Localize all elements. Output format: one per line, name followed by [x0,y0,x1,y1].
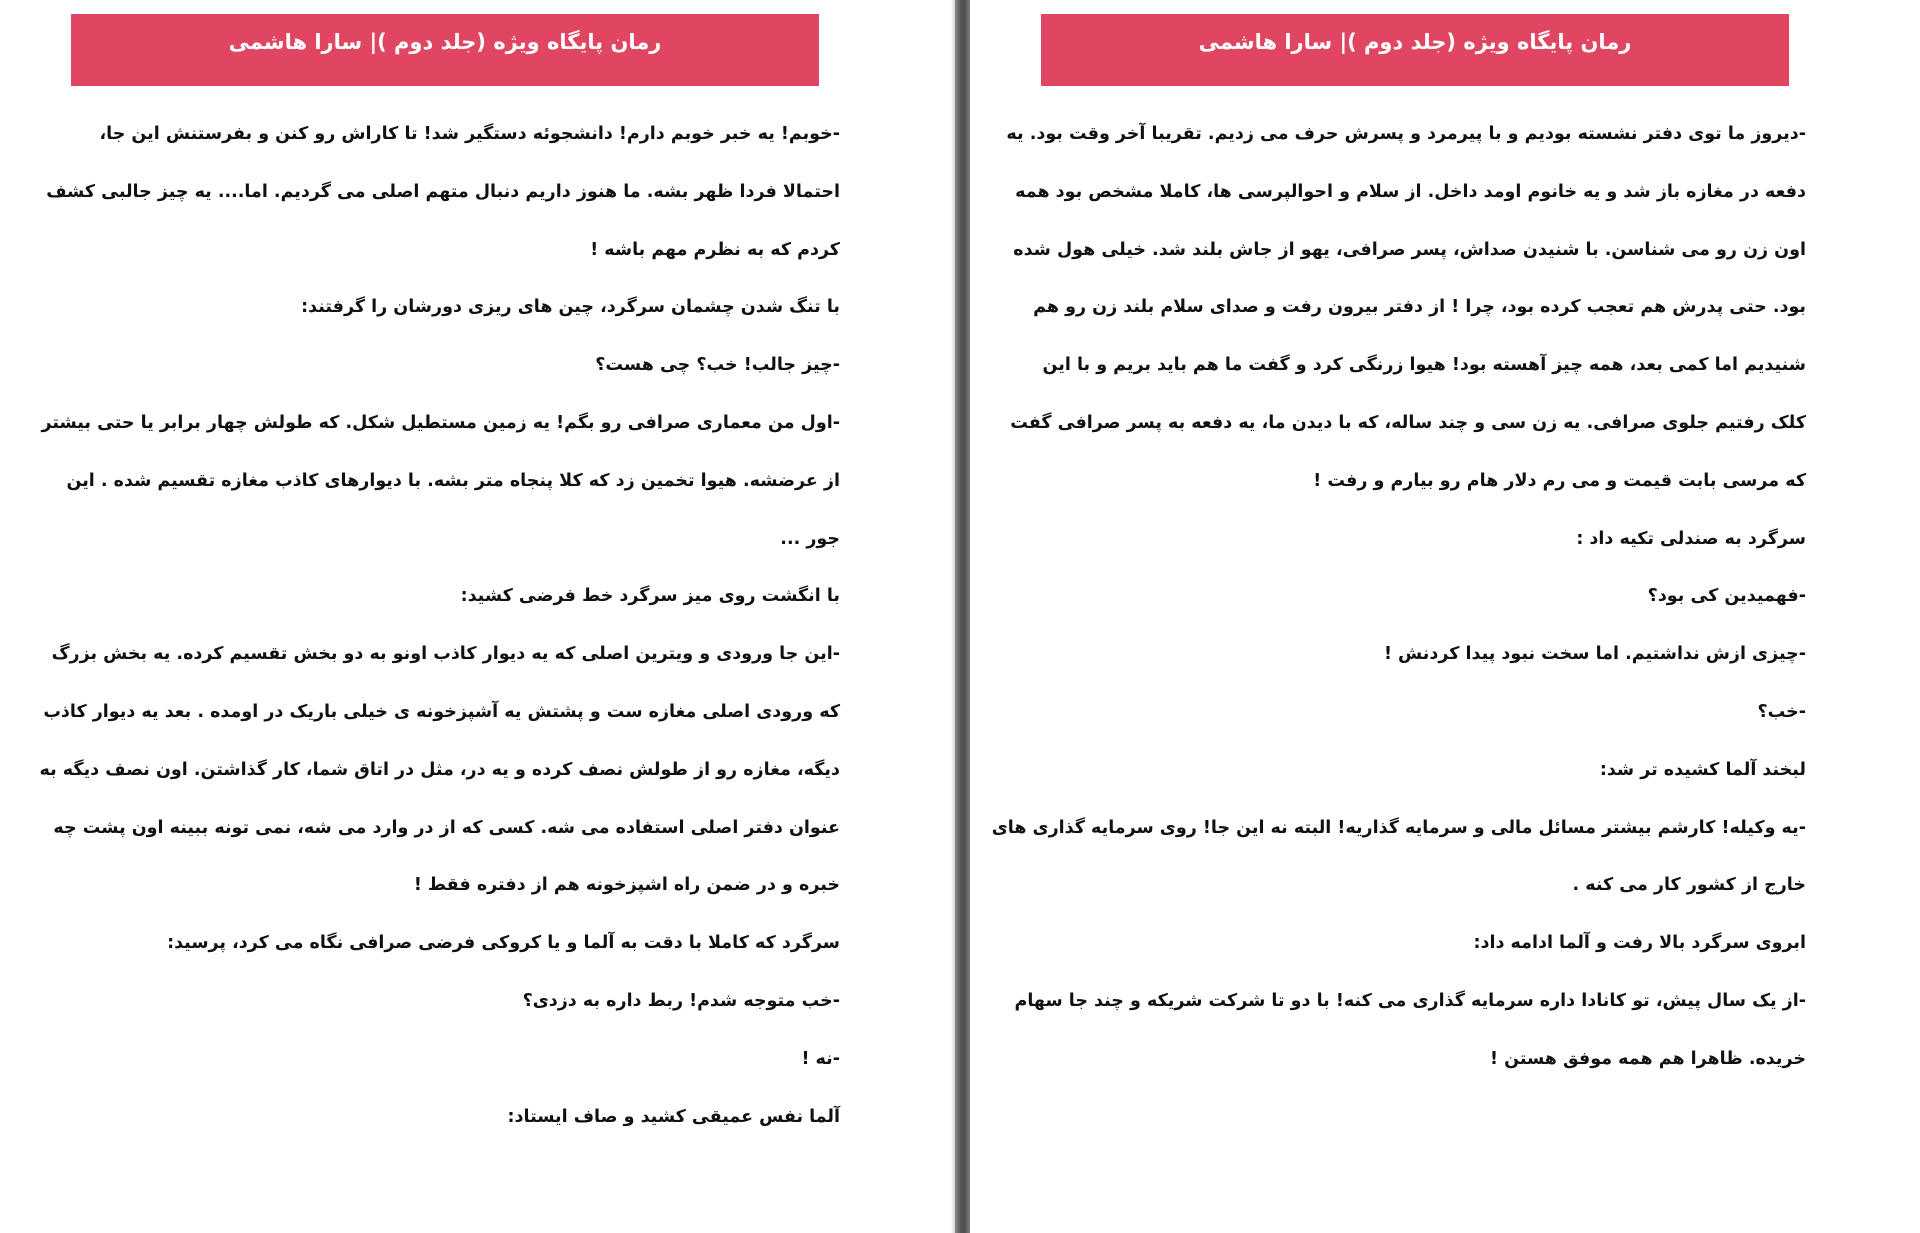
left-page-body [39,106,840,1146]
text-line: عنوان دفتر اصلی استفاده می شه. کسی که از در وارد می شه، نمی تونه ببینه اون پشت چه [53,817,840,838]
text-line: سرگرد به صندلی تکیه داد : [1576,528,1806,549]
text-line: -خب متوجه شدم! ربط داره به دزدی؟ [522,990,840,1011]
text-line: -دیروز ما توی دفتر نشسته بودیم و با پیرمرد و پسرش حرف می زدیم. تقریبا آخر وقت بود. یه [1006,124,1806,144]
text-line: بود. حتی پدرش هم تعجب کرده بود، چرا ! از دفتر بیرون رفت و صدای سلام بلند زن رو هم [1033,297,1806,318]
right-page-body [991,106,1806,1089]
text-line: شنیدیم اما کمی بعد، همه چیز آهسته بود! هیوا زرنگی کرد و گفت ما هم باید بریم و با این [1042,355,1806,376]
text-line: -خوبم! یه خبر خوبم دارم! دانشجوئه دستگیر شد! تا کاراش رو کنن و بفرستنش این جا، [99,124,840,144]
text-line: احتمالا فردا ظهر بشه. ما هنوز داریم دنبال متهم اصلی می گردیم. اما.... یه چیز جالبی کشف [46,181,840,202]
left-page [0,0,955,1233]
text-line: کردم که به نظرم مهم باشه ! [590,239,840,260]
text-line: دفعه در مغازه باز شد و یه خانوم اومد داخل. از سلام و احوالپرسی ها، کاملا مشخص بود همه [1015,181,1806,202]
text-line: با تنگ شدن چشمان سرگرد، چین های ریزی دورشان را گرفتند: [301,297,840,318]
right-page-header: رمان پایگاه ویژه (جلد دوم )| سارا هاشمی [1041,14,1789,86]
text-line: -چیزی ازش نداشتیم. اما سخت نبود پیدا کردنش ! [1383,644,1806,665]
text-line: -این جا ورودی و ویترین اصلی که یه دیوار کاذب اونو به دو بخش تقسیم کرده. یه بخش بزرگ [51,644,840,665]
text-line: -نه ! [801,1048,840,1069]
text-line: که مرسی بابت قیمت و می رم دلار هام رو بیارم و رفت ! [1313,470,1806,491]
text-line: -یه وکیله! کارشم بیشتر مسائل مالی و سرمایه گذاریه! البته نه این جا! روی سرمایه گذاری های [991,817,1806,838]
text-line: خبره و در ضمن راه اشپزخونه هم از دفتره فقط ! [413,875,840,896]
text-line: کلک رفتیم جلوی صرافی. یه زن سی و چند ساله، که با دیدن ما، یه دفعه به پسر صرافی گفت [1010,412,1806,433]
text-line: ابروی سرگرد بالا رفت و آلما ادامه داد: [1473,933,1806,954]
text-line: که ورودی اصلی مغازه ست و پشتش یه آشپزخونه ی خیلی باریک در اومده . بعد یه دیوار کاذب [43,701,840,722]
right-page [970,0,1920,1233]
text-line: -خب؟ [1757,701,1806,722]
text-line: خارج از کشور کار می کنه . [1572,875,1806,896]
text-line: جور ... [780,528,840,549]
text-line: سرگرد که کاملا با دقت به آلما و یا کروکی فرضی صرافی نگاه می کرد، پرسید: [167,933,840,954]
text-line: دیگه، مغازه رو از طولش نصف کرده و یه در، مثل در اتاق شما، کار گذاشتن. اون نصف دیگه به [39,759,840,780]
text-line: -فهمیدین کی بود؟ [1647,586,1806,607]
text-line: -اول من معماری صرافی رو بگم! یه زمین مستطیل شکل. که طولش چهار برابر یا حتی بیشتر [41,412,840,433]
text-line: -از یک سال پیش، تو کانادا داره سرمایه گذاری می کنه! با دو تا شرکت شریکه و چند جا سهام [1014,990,1806,1011]
text-line: آلما نفس عمیقی کشید و صاف ایستاد: [507,1106,840,1127]
text-line: خریده. ظاهرا هم همه موفق هستن ! [1490,1048,1806,1069]
text-line: از عرضشه. هیوا تخمین زد که کلا پنجاه متر بشه. با دیوارهای کاذب مغازه تقسیم شده . این [66,470,840,491]
page-gutter [955,0,970,1233]
text-line: لبخند آلما کشیده تر شد: [1599,759,1806,780]
text-line: با انگشت روی میز سرگرد خط فرضی کشید: [460,586,840,607]
left-page-header: رمان پایگاه ویژه (جلد دوم )| سارا هاشمی [71,14,819,86]
text-line: اون زن رو می شناسن. با شنیدن صداش، پسر صرافی، یهو از جاش بلند شد. خیلی هول شده [1013,239,1806,260]
text-line: -چیز جالب! خب؟ چی هست؟ [595,355,840,376]
